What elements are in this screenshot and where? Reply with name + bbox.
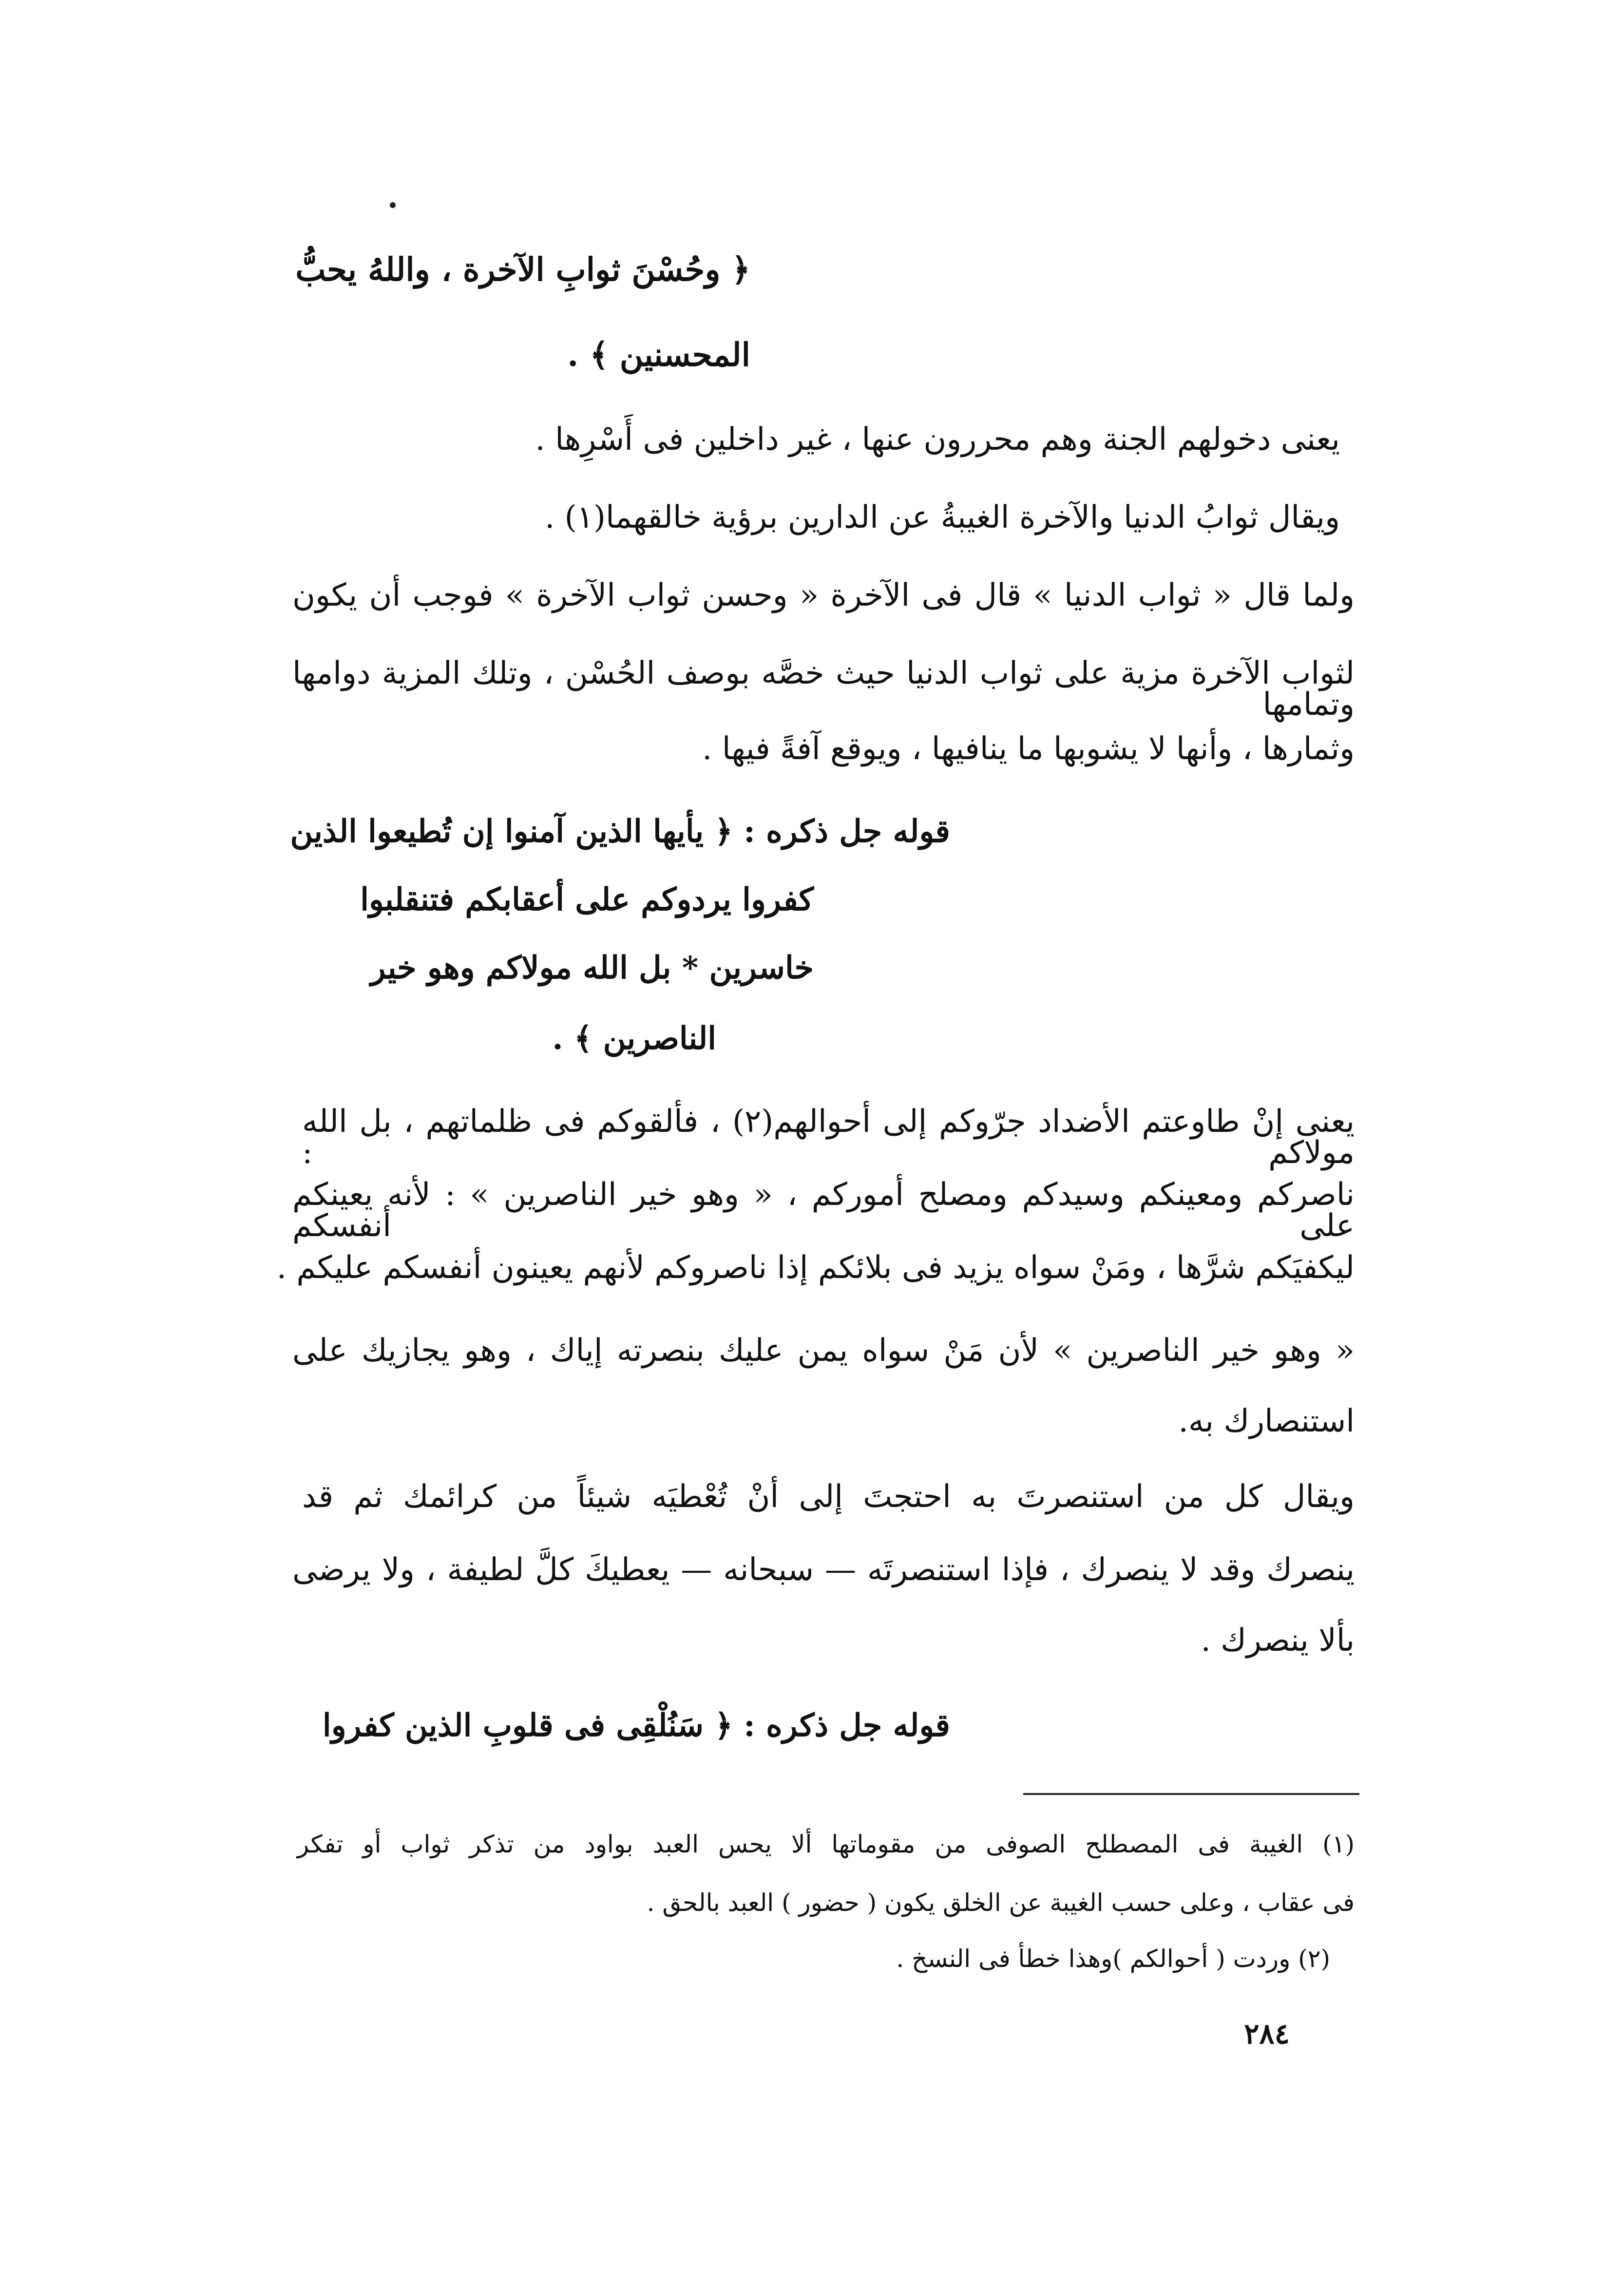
- commentary-4-line-1: « وهو خير الناصرين » لأن مَنْ سواه يمن عليك بنصرته إياك ، وهو يجازيك على: [292, 1333, 1355, 1369]
- verse-1-line-2: المحسنين ﴾ .: [567, 336, 750, 374]
- page-number: ٢٨٤: [1244, 2017, 1290, 2050]
- commentary-1-line-2: ويقال ثوابُ الدنيا والآخرة الغيبةُ عن الدارين برؤية خالقهما(١) .: [544, 499, 1340, 535]
- commentary-5-line-2: ينصرك وقد لا ينصرك ، فإذا استنصرتَه — سبحانه — يعطيكَ كلَّ لطيفة ، ولا يرضى: [292, 1552, 1355, 1588]
- commentary-3-line-3: ليكفيَكم شرَّها ، ومَنْ سواه يزيد فى بلائكم إذا ناصروكم لأنهم يعينون أنفسكم عليكم .: [276, 1250, 1355, 1286]
- commentary-2-line-2: لثواب الآخرة مزية على ثواب الدنيا حيث خصَّه بوصف الحُسْن ، وتلك المزية دوامها وتمامها: [292, 655, 1355, 723]
- verse-2-line-3: خاسرين * بل الله مولاكم وهو خير: [370, 950, 814, 986]
- commentary-5-line-1: ويقال كل من استنصرتَ به احتجتَ إلى أنْ تُعْطيَه شيئاً من كرائمك ثم قد: [302, 1479, 1355, 1515]
- top-mark: [390, 202, 396, 208]
- footnote-separator: [1023, 1793, 1359, 1795]
- footnote-2: (٢) وردت ( أحوالكم )وهذا خطأ فى النسخ .: [896, 1945, 1330, 1973]
- commentary-2-line-1: ولما قال « ثواب الدنيا » قال فى الآخرة « وحسن ثواب الآخرة » فوجب أن يكون: [292, 577, 1355, 613]
- verse-1-line-1: ﴿ وحُسْنَ ثوابِ الآخرة ، واللهُ يحبُّ: [295, 250, 750, 288]
- commentary-4-line-2: استنصارك به.: [1178, 1403, 1355, 1439]
- footnote-1-line-2: فى عقاب ، وعلى حسب الغيبة عن الخلق يكون ( حضور ) العبد بالحق .: [647, 1889, 1355, 1917]
- verse-3-line-1: قوله جل ذكره : ﴿ سَنُلْقِى فى قلوبِ الذين كفروا: [322, 1707, 950, 1744]
- footnote-1-line-1: (١) الغيبة فى المصطلح الصوفى من مقوماتها ألا يحس العبد بواود من تذكر ثواب أو تفكر: [297, 1830, 1355, 1858]
- verse-2-line-2: كفروا يردوكم على أعقابكم فتنقلبوا: [360, 881, 814, 918]
- commentary-3-line-2: ناصركم ومعينكم وسيدكم ومصلح أموركم ، « وهو خير الناصرين » : لأنه يعينكم على أنفسكم: [292, 1177, 1355, 1244]
- commentary-2-line-3: وثمارها ، وأنها لا يشوبها ما ينافيها ، ويوقع آفةً فيها .: [702, 731, 1355, 767]
- commentary-1-line-1: يعنى دخولهم الجنة وهم محررون عنها ، غير داخلين فى أَسْرِها .: [535, 421, 1340, 458]
- commentary-5-line-3: بألا ينصرك .: [1201, 1623, 1355, 1659]
- verse-2-line-4: الناصرين ﴾ .: [552, 1020, 716, 1057]
- verse-2-line-1: قوله جل ذكره : ﴿ يأيها الذين آمنوا إن تُطيعوا الذين: [290, 813, 950, 850]
- commentary-3-line-1: يعنى إنْ طاوعتم الأضداد جرّوكم إلى أحوالهم(٢) ، فألقوكم فى ظلماتهم ، بل الله مولاكم :: [302, 1104, 1355, 1171]
